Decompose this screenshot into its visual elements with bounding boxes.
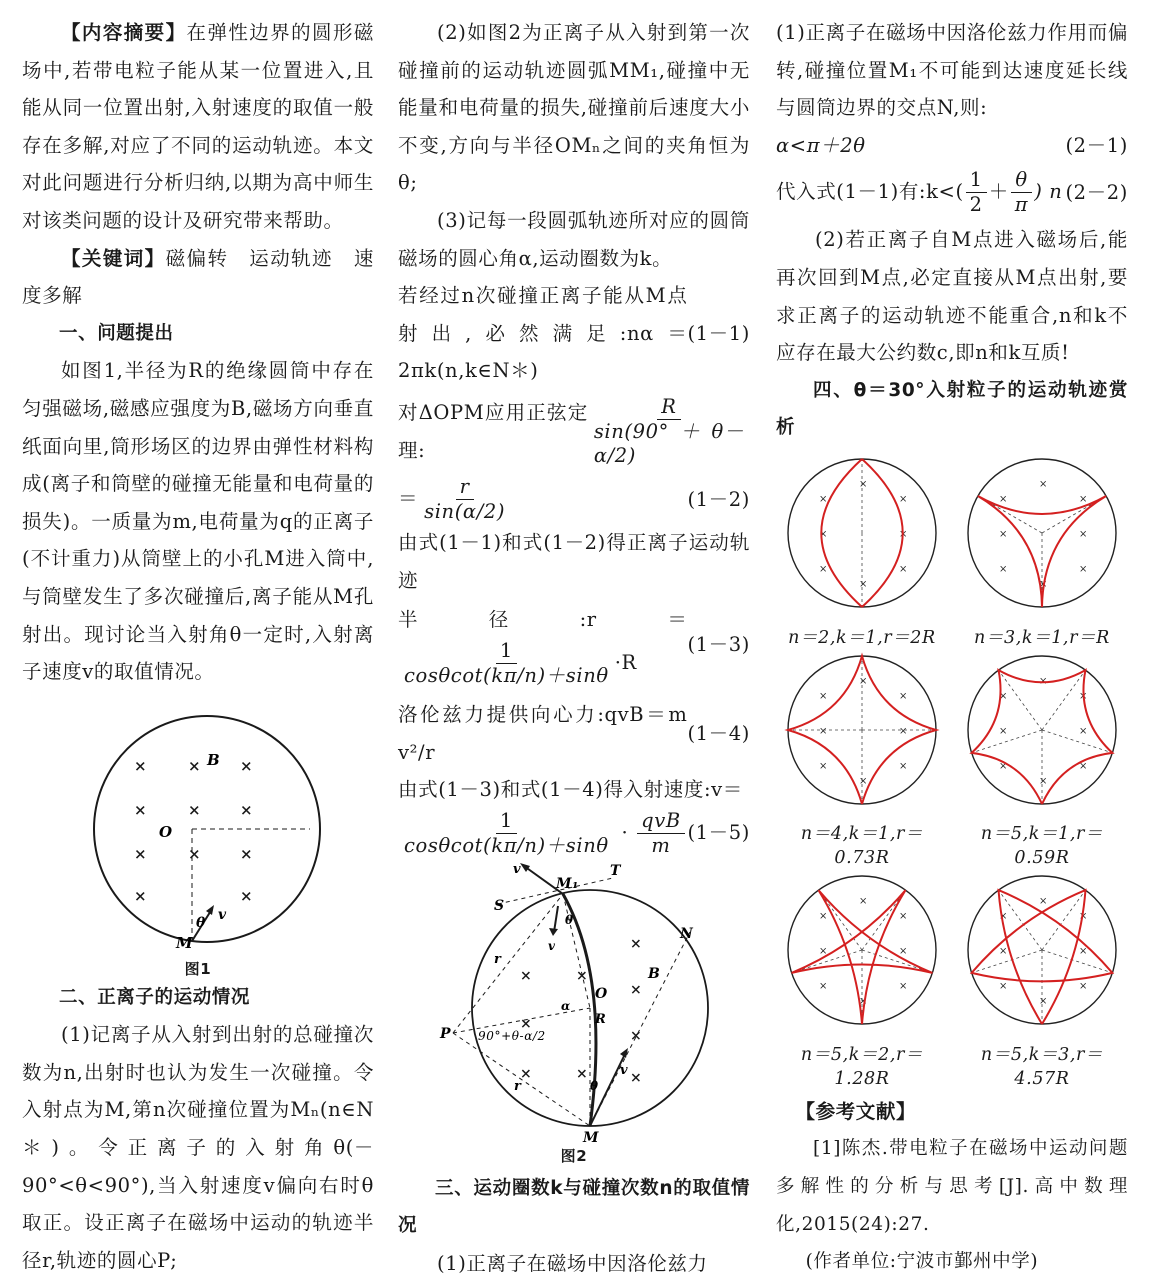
- radius-label: 半径:r＝: [398, 608, 688, 632]
- frac-num: 1: [496, 809, 517, 834]
- field-mark: ×: [1079, 725, 1088, 737]
- field-mark: ×: [1039, 478, 1048, 490]
- svg-text:×: ×: [630, 1027, 643, 1044]
- frac-num: 1: [966, 168, 987, 193]
- trajectory-diagram: [962, 650, 1122, 810]
- field-mark: ×: [999, 981, 1008, 993]
- eq-2-2-post: ) n: [1034, 180, 1063, 204]
- trajectory-label: n＝5,k＝3,r＝4.57R: [980, 1044, 1104, 1089]
- fig2-label-v-top: v: [513, 861, 522, 877]
- svg-text:×: ×: [188, 756, 202, 775]
- field-mark: ×: [1079, 946, 1088, 958]
- figure-1-caption: 图1: [184, 959, 212, 978]
- trajectory-figure: [776, 870, 948, 1091]
- fraction-theta-pi: [1011, 168, 1032, 217]
- field-mark: ×: [899, 725, 908, 737]
- frac-num: R: [657, 395, 680, 420]
- field-mark: ×: [859, 578, 868, 590]
- svg-text:×: ×: [134, 800, 148, 819]
- field-mark: ×: [859, 478, 868, 490]
- section1-para: 如图1,半径为R的绝缘圆筒中存在匀强磁场,磁感应强度为B,磁场方向垂直纸面向里,筒形场区的边界由弹性材料构成(离子和筒壁的碰撞无能量和电荷量的损失)。一质量为m,电荷量为q的正离子(不计重力)从筒壁上的小孔M进入筒中,与筒壁发生了多次碰撞后,离子能从M孔射出。现讨论当入射角θ一定时,入射离子速度v的取值情况。: [22, 359, 374, 684]
- fig2-label-M: M: [583, 1129, 600, 1146]
- fraction-half: [966, 168, 987, 217]
- tag-1-4: (1－4): [687, 721, 750, 745]
- trajectory-figure: [956, 650, 1128, 871]
- fig1-label-O: O: [159, 822, 173, 841]
- svg-text:×: ×: [520, 1065, 533, 1082]
- keywords-label: 【关键词】: [61, 246, 166, 270]
- keywords: [22, 240, 374, 315]
- field-mark: ×: [1039, 578, 1048, 590]
- trajectory-label: n＝5,k＝1,r＝0.59R: [980, 824, 1104, 869]
- field-mark: ×: [999, 725, 1008, 737]
- trajectory-figure: [776, 650, 948, 871]
- field-mark: ×: [819, 690, 828, 702]
- equation-1-5: $\frac{1}{\cos\theta\cot(k\pi/n)+\sin\theta}$ · $\frac{\text{qvB}}{m}$ (1－5): [398, 809, 750, 858]
- fig2-label-R: R: [595, 1011, 607, 1027]
- section2-p9: 由式(1－3)和式(1－4)得入射速度:v＝: [398, 778, 743, 802]
- equation-1-2a: [398, 394, 750, 469]
- trajectory-label: n＝5,k＝2,r＝1.28R: [800, 1044, 924, 1089]
- fig1-label-theta: θ: [196, 914, 206, 931]
- svg-text:×: ×: [240, 844, 254, 863]
- section2-p4: 若经过n次碰撞正离子能从M点射出,必然满足:nα＝2πk(n,k∈N＊): [398, 284, 688, 383]
- column-3: [776, 14, 1128, 1281]
- figure-1-diagram: [22, 691, 374, 979]
- svg-text:×: ×: [134, 844, 148, 863]
- field-mark: ×: [819, 725, 828, 737]
- frac-den: 2: [969, 193, 983, 217]
- figure-2-caption: 图2: [560, 1146, 588, 1165]
- field-mark: ×: [819, 563, 828, 575]
- field-mark: ×: [819, 946, 828, 958]
- section3-title: 三、运动圈数k与碰撞次数n的取值情况: [398, 1177, 750, 1237]
- section2-p2: (2)如图2为正离子从入射到第一次碰撞前的运动轨迹圆弧MM₁,碰撞中无能量和电荷量的损失,碰撞前后速度大小不变,方向与半径OMₙ之间的夹角恒为θ;: [398, 21, 750, 195]
- fig2-label-theta-top: θ: [565, 912, 574, 927]
- reference-item: [1]陈杰.带电粒子在磁场中运动问题多解性的分析与思考[J].高中数理化,2015(24):27.: [776, 1138, 1128, 1235]
- fig1-label-M: M: [176, 933, 194, 952]
- field-mark: ×: [999, 690, 1008, 702]
- fig2-label-B: B: [648, 965, 661, 982]
- frac-den: cosθcot(kπ/n)＋sinθ: [404, 833, 609, 857]
- equation-2-2: 代入式(1－1)有:k<( $\frac{1}{2}$ ＋ $\frac{\theta}{\pi}$ ) n (2－2): [776, 168, 1128, 217]
- abstract: [22, 14, 374, 240]
- affiliation: (作者单位:宁波市鄞州中学): [805, 1251, 1039, 1273]
- frac-den: π: [1014, 193, 1029, 217]
- keywords-text: 磁偏转 运动轨迹 速度多解: [22, 246, 374, 308]
- trajectory-diagram: [782, 650, 942, 810]
- frac-num: 1: [496, 639, 517, 664]
- svg-text:×: ×: [630, 935, 643, 952]
- column-1: [22, 14, 374, 1279]
- equation-1-2b: ＝ $\frac{r}{\sin(\alpha/2)}$ (1－2): [398, 475, 750, 524]
- frac-num: qvB: [637, 809, 685, 834]
- fig2-label-T: T: [610, 862, 622, 879]
- field-mark: ×: [999, 528, 1008, 540]
- field-mark: ×: [859, 675, 868, 687]
- tag-2-1: (2－1): [1065, 133, 1128, 157]
- svg-text:×: ×: [576, 967, 589, 984]
- field-mark: ×: [1079, 981, 1088, 993]
- section3-p1: (1)正离子在磁场中因洛伦兹力作用而偏转,碰撞位置M₁不可能到达速度延长线与圆筒边界的交点N,则:: [776, 21, 1128, 120]
- frac-den: sin(α/2): [424, 500, 506, 524]
- section2-p6: 由式(1－1)和式(1－2)得正离子运动轨迹: [398, 531, 750, 592]
- svg-text:×: ×: [240, 800, 254, 819]
- svg-text:×: ×: [134, 756, 148, 775]
- equation-2-1: [776, 127, 1128, 165]
- figure-1: [22, 691, 374, 979]
- field-mark: ×: [1039, 675, 1048, 687]
- fig2-label-N: N: [680, 925, 694, 942]
- frac-num: r: [456, 475, 474, 500]
- field-mark: ×: [819, 760, 828, 772]
- section2-title: 二、正离子的运动情况: [59, 986, 251, 1008]
- svg-text:×: ×: [188, 800, 202, 819]
- trajectory-label: n＝4,k＝1,r＝0.73R: [800, 824, 924, 869]
- fraction-1-5b: [637, 809, 685, 858]
- svg-text:×: ×: [520, 967, 533, 984]
- field-mark: ×: [999, 911, 1008, 923]
- svg-text:×: ×: [188, 844, 202, 863]
- eq-2-2-pre: 代入式(1－1)有:k<(: [776, 180, 964, 204]
- trajectory-label: n＝2,k＝1,r＝2R: [788, 627, 936, 648]
- tag-1-1: (1－1): [687, 321, 750, 345]
- field-mark: ×: [1079, 528, 1088, 540]
- frac-num: θ: [1011, 168, 1031, 193]
- field-mark: ×: [1039, 996, 1048, 1008]
- svg-text:×: ×: [240, 886, 254, 905]
- svg-text:×: ×: [240, 756, 254, 775]
- fraction-1-2a: [590, 395, 748, 468]
- svg-text:×: ×: [576, 1065, 589, 1082]
- field-mark: ×: [859, 996, 868, 1008]
- field-mark: ×: [999, 563, 1008, 575]
- section2-p8: 洛伦兹力提供向心力:qvB＝m v²/r: [398, 702, 688, 764]
- field-mark: ×: [999, 493, 1008, 505]
- eq-2-1: α<π＋2θ: [776, 133, 866, 157]
- field-mark: ×: [819, 911, 828, 923]
- field-mark: ×: [819, 493, 828, 505]
- section4-title: 四、θ＝30°入射粒子的运动轨迹赏析: [776, 379, 1128, 439]
- section1-title: 一、问题提出: [59, 322, 174, 344]
- section2-p3: (3)记每一段圆弧轨迹所对应的圆筒磁场的圆心角α,运动圈数为k。: [398, 208, 750, 270]
- fraction-1-5a: [400, 809, 613, 858]
- fraction-1-2b: [420, 475, 509, 524]
- radius-tail: ·R: [614, 650, 637, 674]
- references-title: 【参考文献】: [795, 1099, 917, 1123]
- trajectory-diagram: [962, 870, 1122, 1030]
- field-mark: ×: [899, 911, 908, 923]
- sine-law-intro: 对ΔOPM应用正弦定理:: [398, 400, 588, 462]
- field-mark: ×: [999, 760, 1008, 772]
- field-mark: ×: [899, 563, 908, 575]
- svg-text:×: ×: [630, 981, 643, 998]
- frac-den: m: [651, 833, 671, 857]
- tag-1-2: (1－2): [687, 487, 750, 511]
- svg-text:×: ×: [520, 1015, 533, 1032]
- frac-den: cosθcot(kπ/n)＋sinθ: [404, 663, 609, 687]
- fig1-label-v: v: [218, 906, 227, 923]
- tag-1-5: (1－5): [687, 821, 750, 845]
- equation-1-3: [398, 601, 750, 688]
- tag-2-2: (2－2): [1065, 181, 1128, 205]
- fig2-label-v-bottom: v: [620, 1062, 629, 1078]
- fig2-label-S: S: [494, 897, 505, 914]
- field-mark: ×: [899, 760, 908, 772]
- trajectory-gallery: [776, 453, 1128, 1091]
- tag-1-3: (1－3): [687, 632, 750, 656]
- svg-text:×: ×: [134, 886, 148, 905]
- field-mark: ×: [999, 946, 1008, 958]
- figure-2-diagram: [398, 858, 750, 1148]
- fig2-label-M1: M₁: [556, 875, 579, 892]
- trajectory-diagram: [782, 870, 942, 1030]
- fig2-label-r-lower: r: [514, 1078, 522, 1094]
- field-mark: ×: [1079, 493, 1088, 505]
- trajectory-diagram: [782, 453, 942, 613]
- section3-p3: (2)若正离子自M点进入磁场后,能再次回到M点,必定直接从M点出射,要求正离子的运动轨迹不能重合,n和k不应存在最大公约数c,即n和k互质!: [776, 228, 1128, 365]
- trajectory-figure: [776, 453, 948, 650]
- fig2-label-v-prime: v: [548, 938, 556, 953]
- field-mark: ×: [899, 981, 908, 993]
- field-mark: ×: [1039, 775, 1048, 787]
- trajectory-label: n＝3,k＝1,r＝R: [974, 627, 1110, 648]
- equation-1-4: [398, 696, 750, 771]
- field-mark: ×: [859, 896, 868, 908]
- field-mark: ×: [1079, 911, 1088, 923]
- abstract-label: 【内容摘要】: [61, 21, 187, 44]
- fig2-label-O: O: [595, 985, 608, 1002]
- field-mark: ×: [1079, 563, 1088, 575]
- fraction-1-3: [400, 639, 613, 688]
- figure-2: [398, 858, 750, 1170]
- trajectory-diagram: [962, 453, 1122, 613]
- fig2-label-P: P: [440, 1025, 452, 1042]
- frac-den: sin(90°＋θ－α/2): [593, 420, 744, 468]
- field-mark: ×: [819, 528, 828, 540]
- field-mark: ×: [1079, 690, 1088, 702]
- field-mark: ×: [899, 528, 908, 540]
- fig2-label-alpha: α: [561, 998, 571, 1013]
- trajectory-figure: [956, 870, 1128, 1091]
- section2-p1: (1)记离子从入射到出射的总碰撞次数为n,出射时也认为发生一次碰撞。令入射点为M,第n次碰撞位置为Mₙ(n∈N＊)。令正离子的入射角θ(－90°<θ<90°),当入射速度v偏向右时θ取正。设正离子在磁场中运动的轨迹半径r,轨迹的圆心P;: [22, 1023, 374, 1272]
- field-mark: ×: [859, 775, 868, 787]
- section3-p1-start: (1)正离子在磁场中因洛伦兹力: [437, 1251, 708, 1275]
- field-mark: ×: [1039, 896, 1048, 908]
- equation-1-1: [398, 277, 750, 390]
- fig2-label-theta-bottom: θ: [590, 1078, 599, 1093]
- fig1-label-B: B: [207, 750, 221, 769]
- column-2: [398, 14, 750, 1282]
- field-mark: ×: [1079, 760, 1088, 772]
- field-mark: ×: [899, 690, 908, 702]
- abstract-text: 在弹性边界的圆形磁场中,若带电粒子能从某一位置进入,且能从同一位置出射,入射速度的取值一般存在多解,对应了不同的运动轨迹。本文对此问题进行分析归纳,以期为高中师生对该类问题的设计及研究带来帮助。: [22, 21, 374, 232]
- trajectory-figure: [956, 453, 1128, 650]
- fig2-label-r-upper: r: [494, 951, 502, 967]
- svg-text:×: ×: [630, 1069, 643, 1086]
- field-mark: ×: [819, 981, 828, 993]
- fig2-label-angle: 90°+θ-α/2: [478, 1028, 546, 1043]
- field-mark: ×: [899, 493, 908, 505]
- field-mark: ×: [899, 946, 908, 958]
